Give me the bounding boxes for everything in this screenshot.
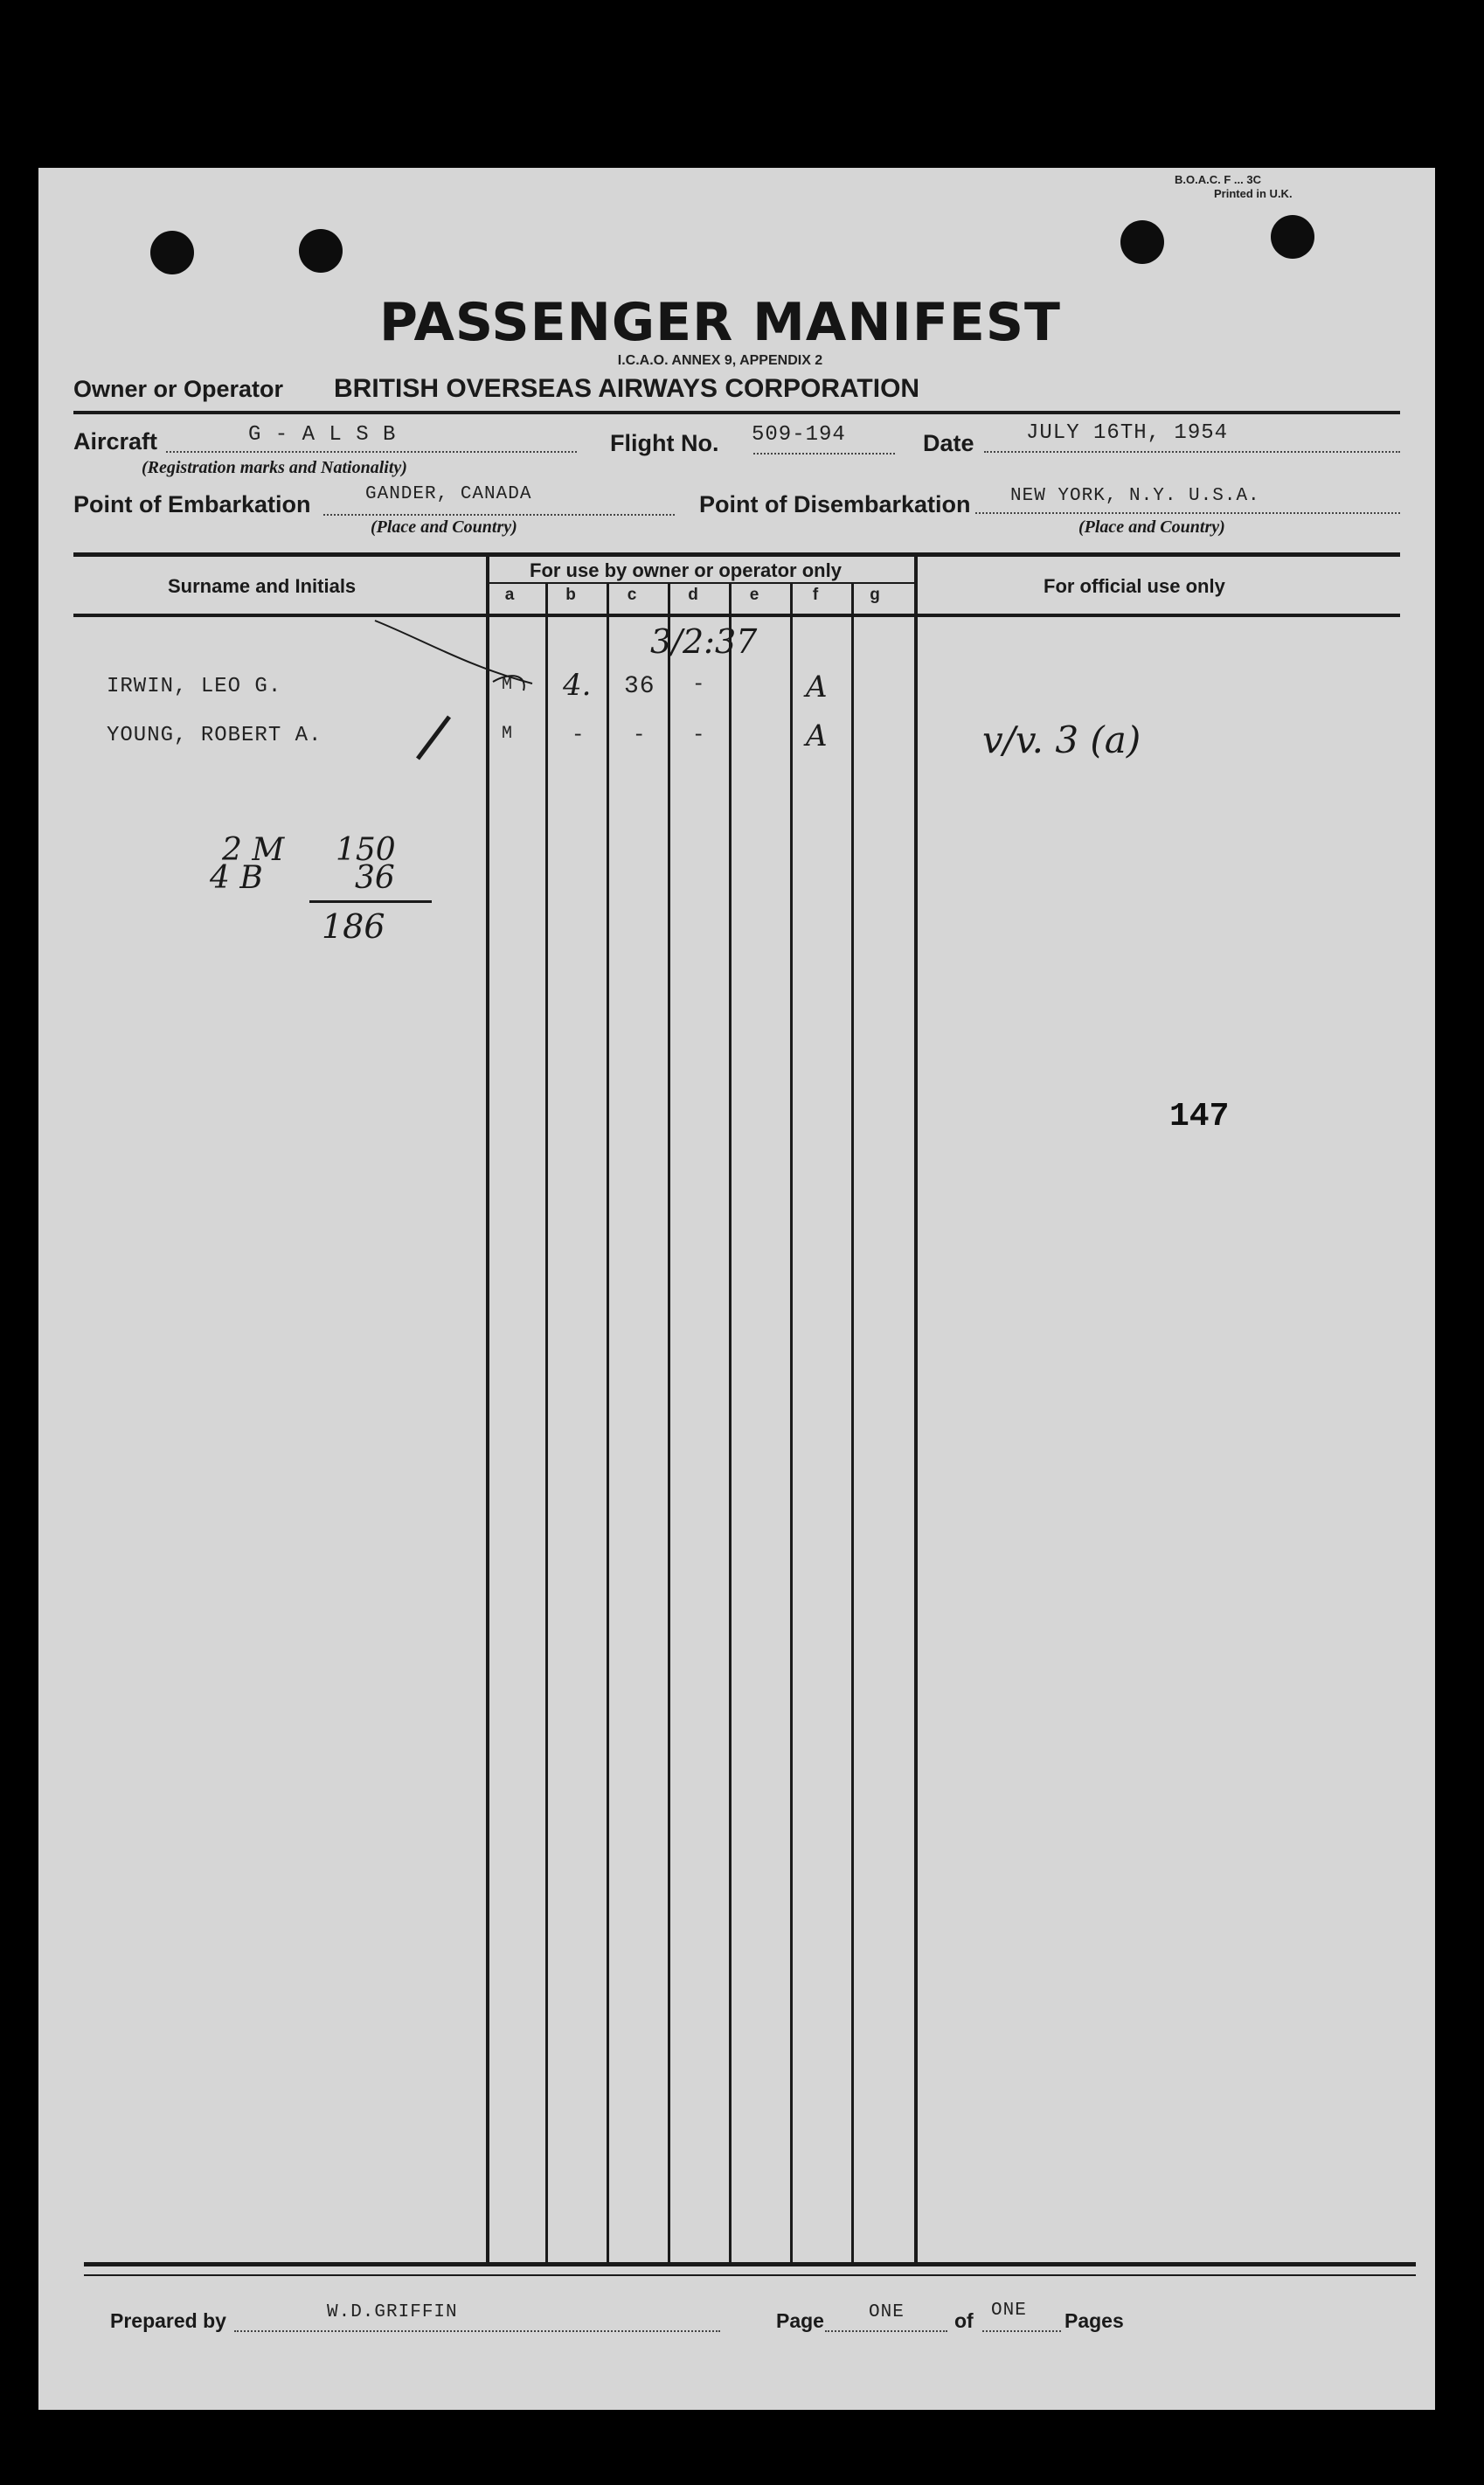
date-label: Date <box>923 430 974 456</box>
passenger-name: IRWIN, LEO G. <box>107 675 282 698</box>
manifest-paper <box>38 168 1435 2410</box>
prepared-label: Prepared by <box>110 2309 226 2332</box>
disembark-label: Point of Disembarkation <box>699 491 971 517</box>
cell-f: A <box>806 670 828 705</box>
cell-c: 36 <box>624 673 655 700</box>
cell-c: - <box>633 724 647 747</box>
printer-mark-2: Printed in U.K. <box>1214 187 1293 200</box>
of-value: ONE <box>991 2301 1027 2321</box>
flight-label: Flight No. <box>610 430 719 456</box>
col-name-header: Surname and Initials <box>168 575 357 597</box>
punch-hole-icon <box>1271 215 1314 259</box>
subcol-g: g <box>870 586 880 604</box>
page-value: ONE <box>869 2302 905 2322</box>
cell-d: - <box>692 724 706 747</box>
cell-d: - <box>692 673 706 697</box>
handwritten-note: 3/2:37 <box>650 622 758 661</box>
punch-hole-icon <box>1120 220 1164 264</box>
subcol-c: c <box>627 586 637 604</box>
cell-b: 4. <box>563 668 592 703</box>
pen-stroke-icon <box>371 614 545 692</box>
of-label: of <box>954 2309 974 2332</box>
punch-hole-icon <box>299 229 343 273</box>
cell-f: A <box>806 718 828 753</box>
official-note: v/v. 3 (a) <box>982 718 1141 761</box>
subcol-b: b <box>565 586 576 604</box>
punch-hole-icon <box>150 231 194 274</box>
form-subtitle: I.C.A.O. ANNEX 9, APPENDIX 2 <box>617 353 823 368</box>
passenger-name: YOUNG, ROBERT A. <box>107 724 322 747</box>
tally-right-1: 150 <box>336 832 396 868</box>
subcol-e: e <box>749 586 759 604</box>
cell-a: M <box>502 675 514 695</box>
pages-label: Pages <box>1064 2309 1124 2332</box>
prepared-value: W.D.GRIFFIN <box>327 2302 458 2322</box>
subcol-f: f <box>812 586 819 604</box>
date-value: JULY 16TH, 1954 <box>1026 421 1229 445</box>
cell-b: - <box>572 724 586 747</box>
flight-value: 509-194 <box>752 423 846 447</box>
embark-value: GANDER, CANADA <box>365 484 532 504</box>
embark-note: (Place and Country) <box>371 517 517 537</box>
tally-total: 186 <box>322 907 385 946</box>
owner-value: BRITISH OVERSEAS AIRWAYS CORPORATION <box>334 374 920 403</box>
page-stamp: 147 <box>1169 1098 1230 1135</box>
aircraft-label: Aircraft <box>73 428 158 455</box>
page-title: PASSENGER MANIFEST <box>379 292 1061 353</box>
page-label: Page <box>776 2309 824 2332</box>
cell-a: M <box>502 724 514 744</box>
aircraft-value: G - A L S B <box>248 423 397 447</box>
check-mark-icon <box>406 713 458 766</box>
subcol-d: d <box>688 586 698 604</box>
embark-label: Point of Embarkation <box>73 491 311 517</box>
tally-left-1: 2 M <box>222 832 285 868</box>
col-owner-header: For use by owner or operator only <box>530 559 842 581</box>
tally-left-2: 4 B <box>210 860 263 896</box>
tally-right-2: 36 <box>355 860 395 896</box>
subcol-a: a <box>504 586 515 604</box>
disembark-note: (Place and Country) <box>1078 517 1225 537</box>
owner-label: Owner or Operator <box>73 376 284 402</box>
disembark-value: NEW YORK, N.Y. U.S.A. <box>1010 486 1260 506</box>
printer-mark: B.O.A.C. F ... 3C <box>1175 173 1261 186</box>
col-official-header: For official use only <box>1044 575 1225 597</box>
aircraft-note: (Registration marks and Nationality) <box>142 458 407 477</box>
